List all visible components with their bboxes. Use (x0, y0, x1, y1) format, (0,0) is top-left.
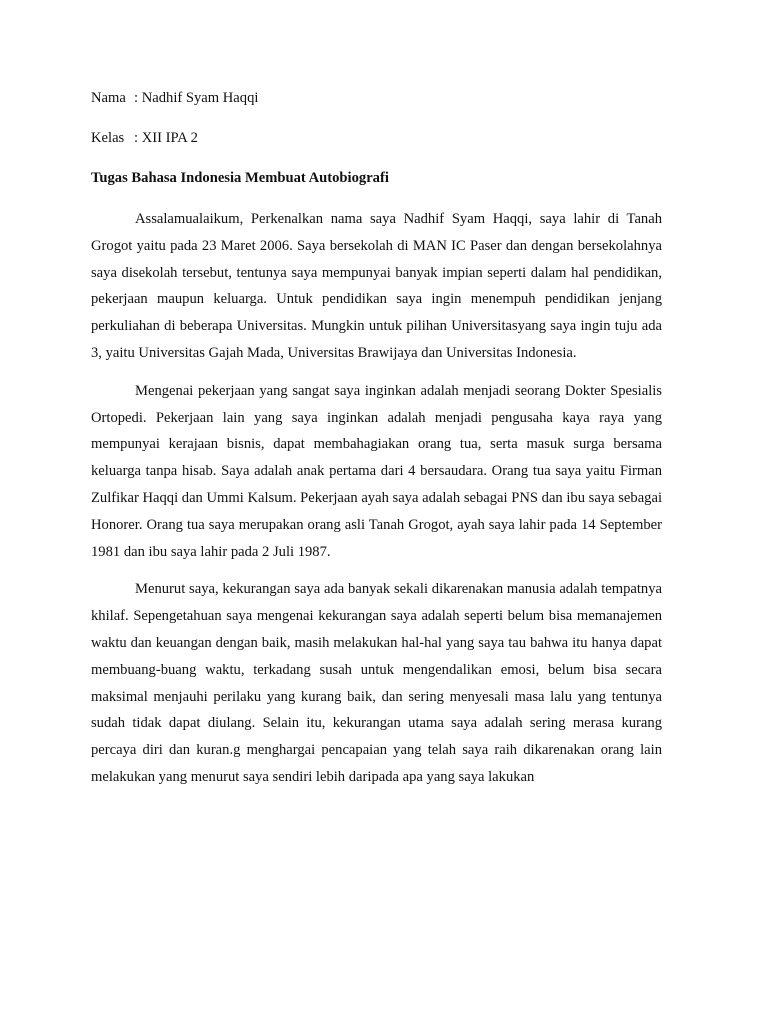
name-label: Nama (91, 90, 126, 106)
class-value: : XII IPA 2 (134, 130, 198, 146)
paragraph-weaknesses: Menurut saya, kekurangan saya ada banyak sekali dikarenakan manusia adalah tempatnya khilaf. Sepengetahuan saya mengenai kekurangan saya adalah seperti belum bisa memanajemen waktu dan keuangan dengan baik, masih melakukan hal-hal yang saya tau bahwa itu hanya dapat membuang-buang waktu, terkadang susah untuk mengendalikan emosi, belum bisa secara maksimal menjauhi perilaku yang kurang baik, dan sering menyesali masa lalu yang tentunya sudah tidak dapat diulang. Selain itu, kekurangan utama saya adalah sering merasa kurang percaya diri dan kuran.g menghargai pencapaian yang telah saya raih dikarenakan orang lain melakukan yang menurut saya sendiri lebih daripada apa yang saya lakukan (91, 581, 662, 785)
paragraph-career-family: Mengenai pekerjaan yang sangat saya inginkan adalah menjadi seorang Dokter Spesialis Ortopedi. Pekerjaan lain yang saya inginkan adalah menjadi pengusaha kaya raya yang mempunyai kerajaan bisnis, dapat membahagiakan orang tua, serta masuk surga bersama keluarga tanpa hisab. Saya adalah anak pertama dari 4 bersaudara. Orang tua saya yaitu Firman Zulfikar Haqqi dan Ummi Kalsum. Pekerjaan ayah saya adalah sebagai PNS dan ibu saya sebagai Honorer. Orang tua saya merupakan orang asli Tanah Grogot, ayah saya lahir pada 14 September 1981 dan ibu saya lahir pada 2 Juli 1987. (91, 382, 663, 560)
class-field (91, 128, 662, 148)
name-value: : Nadhif Syam Haqqi (134, 90, 259, 106)
document-title: Tugas Bahasa Indonesia Membuat Autobiografi (91, 170, 389, 186)
paragraph-introduction: Assalamualaikum, Perkenalkan nama saya Nadhif Syam Haqqi, saya lahir di Tanah Grogot yaitu pada 23 Maret 2006. Saya bersekolah di MAN IC Paser dan dengan bersekolahnya saya disekolah tersebut, tentunya saya mempunyai banyak impian seperti dalam hal pendidikan, pekerjaan maupun keluarga. Untuk pendidikan saya ingin menempuh pendidikan jenjang perkuliahan di beberapa Universitas. Mungkin untuk pilihan Universitasyang saya ingin tuju ada 3, yaitu Universitas Gajah Mada, Universitas Brawijaya dan Universitas Indonesia. (91, 211, 662, 361)
class-label: Kelas (91, 130, 125, 146)
document-page (91, 88, 662, 802)
name-field (91, 88, 662, 108)
